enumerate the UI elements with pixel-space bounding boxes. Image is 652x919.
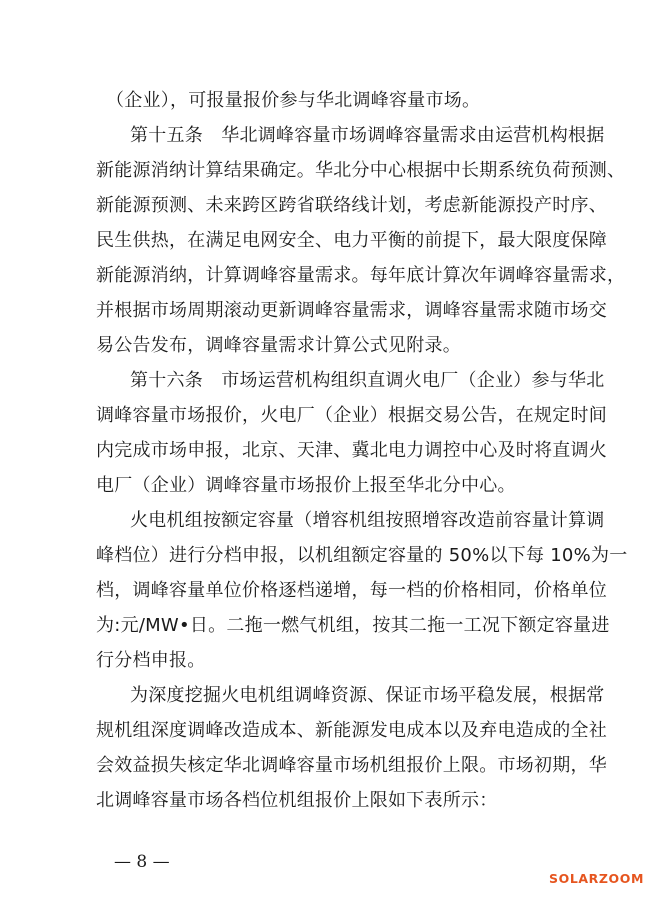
text-line: 民生供热，在满足电网安全、电力平衡的前提下，最大限度保障 [96,230,607,251]
text-line: 调峰容量市场报价，火电厂（企业）根据交易公告，在规定时间 [96,405,607,426]
article-16-heading-line: 第十六条 市场运营机构组织直调火电厂（企业）参与华北 [130,370,605,391]
text-line: 为:元/MW•日。二拖一燃气机组，按其二拖一工况下额定容量进 [96,615,610,636]
text-line: 新能源消纳，计算调峰容量需求。每年底计算次年调峰容量需求， [96,265,626,286]
text-line: 易公告发布，调峰容量需求计算公式见附录。 [96,335,461,356]
text-line: 新能源预测、未来跨区跨省联络线计划，考虑新能源投产时序、 [96,195,607,216]
paragraph-start-line: 为深度挖掘火电机组调峰资源、保证市场平稳发展，根据常 [130,685,605,706]
text-line: （企业），可报量报价参与华北调峰容量市场。 [106,90,481,111]
page-number: — 8 — [114,852,170,872]
text-line: 规机组深度调峰改造成本、新能源发电成本以及弃电造成的全社 [96,720,607,741]
text-line: 会效益损失核定华北调峰容量市场机组报价上限。市场初期，华 [96,755,607,776]
watermark-logo: SOLARZOOM [549,871,645,886]
text-line: 电厂（企业）调峰容量市场报价上报至华北分中心。 [96,475,516,496]
article-15-heading-line: 第十五条 华北调峰容量市场调峰容量需求由运营机构根据 [130,125,605,146]
text-line: 新能源消纳计算结果确定。华北分中心根据中长期系统负荷预测、 [96,160,626,181]
text-line: 行分档申报。 [96,650,206,671]
text-line: 峰档位）进行分档申报，以机组额定容量的 50%以下每 10%为一 [96,545,628,566]
text-line: 北调峰容量市场各档位机组报价上限如下表所示： [96,790,498,811]
text-line: 内完成市场申报，北京、天津、冀北电力调控中心及时将直调火 [96,440,607,461]
paragraph-start-line: 火电机组按额定容量（增容机组按照增容改造前容量计算调 [130,510,605,531]
text-line: 档，调峰容量单位价格逐档递增，每一档的价格相同，价格单位 [96,580,607,601]
text-line: 并根据市场周期滚动更新调峰容量需求，调峰容量需求随市场交 [96,300,607,321]
